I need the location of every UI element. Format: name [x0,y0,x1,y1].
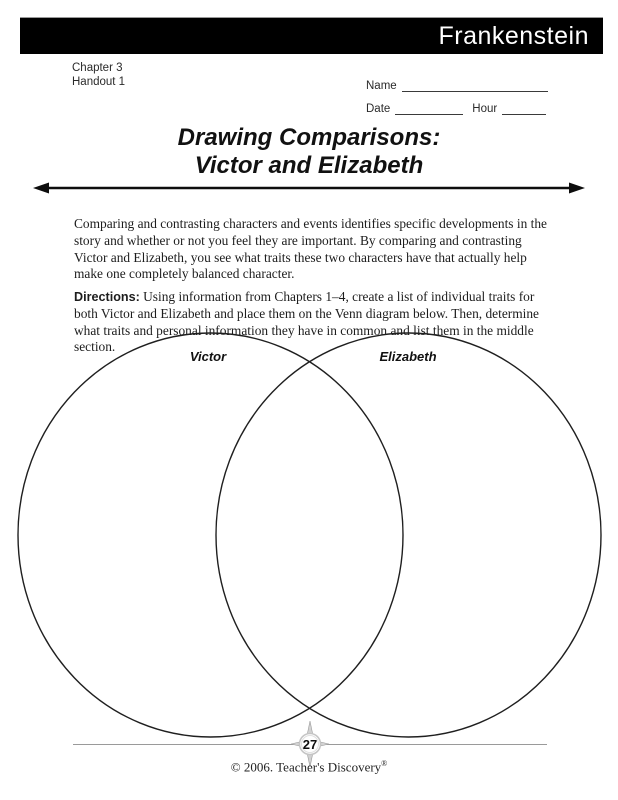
page-number: 27 [302,736,318,752]
name-blank-line [402,78,548,92]
handout-meta [72,61,125,89]
page-title [0,124,618,180]
handout-label: Handout 1 [72,76,126,88]
double-arrow-divider-icon [33,181,585,195]
venn-diagram [0,328,618,744]
registered-trademark-symbol: ® [381,759,388,768]
hour-label: Hour [472,103,498,115]
name-field-row [366,78,548,92]
header-banner [20,17,603,54]
date-blank-line [395,101,463,115]
venn-circle-victor [18,333,403,737]
page-title-line1: Drawing Comparisons: [177,124,441,151]
chapter-label: Chapter 3 [72,62,123,74]
book-title: Frankenstein [438,21,589,50]
directions-label: Directions: [74,290,140,305]
date-hour-field-row [366,101,546,115]
intro-paragraph: Comparing and contrasting characters and events identifies specific developments in the story and whether or not you feel they are important. By comparing and contrasting Victor and Elizabeth, you see what traits these two characters have that actually help make one completely balanced character. [74,216,547,282]
date-label: Date [366,103,391,115]
name-label: Name [366,80,397,92]
venn-label-elizabeth: Elizabeth [379,349,437,364]
venn-circle-elizabeth [216,333,601,737]
copyright-text: © 2006. Teacher's Discovery [230,759,382,775]
directions-text: Using information from Chapters 1–4, create a list of individual traits for both Victor and Elizabeth and place them on the Venn diagram below. Then, determine what traits and personal information they have in common and list them in the middle section. [74,289,539,355]
hour-blank-line [502,101,546,115]
copyright-line [0,759,618,775]
page-title-line2: Victor and Elizabeth [194,152,424,179]
venn-label-victor: Victor [189,349,227,364]
